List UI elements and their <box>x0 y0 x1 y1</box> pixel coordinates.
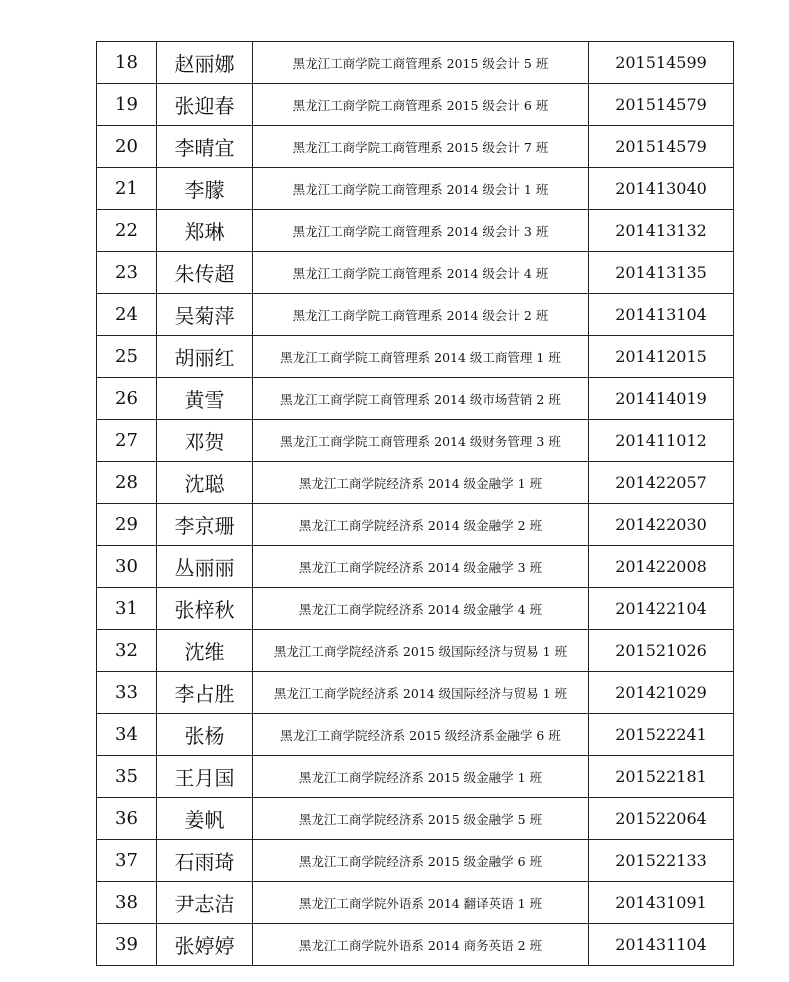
student-name-cell: 张杨 <box>157 714 253 756</box>
table-row <box>97 42 734 84</box>
student-name-cell: 张婷婷 <box>157 924 253 966</box>
table-row <box>97 882 734 924</box>
roster-body <box>97 42 734 966</box>
row-number-cell: 28 <box>97 462 157 504</box>
student-id-cell: 201413135 <box>589 252 734 294</box>
row-number-cell: 27 <box>97 420 157 462</box>
class-info-cell: 黑龙江工商学院外语系 2014 商务英语 2 班 <box>253 924 589 966</box>
class-info-cell: 黑龙江工商学院工商管理系 2015 级会计 7 班 <box>253 126 589 168</box>
class-info-cell: 黑龙江工商学院经济系 2014 级国际经济与贸易 1 班 <box>253 672 589 714</box>
student-name-cell: 郑琳 <box>157 210 253 252</box>
table-row <box>97 378 734 420</box>
table-row <box>97 420 734 462</box>
table-row <box>97 840 734 882</box>
class-info-cell: 黑龙江工商学院工商管理系 2015 级会计 6 班 <box>253 84 589 126</box>
class-info-cell: 黑龙江工商学院经济系 2015 级金融学 1 班 <box>253 756 589 798</box>
row-number-cell: 39 <box>97 924 157 966</box>
student-id-cell: 201514579 <box>589 126 734 168</box>
student-name-cell: 沈维 <box>157 630 253 672</box>
row-number-cell: 36 <box>97 798 157 840</box>
student-name-cell: 李晴宜 <box>157 126 253 168</box>
table-row <box>97 84 734 126</box>
class-info-cell: 黑龙江工商学院经济系 2015 级金融学 5 班 <box>253 798 589 840</box>
student-id-cell: 201412015 <box>589 336 734 378</box>
student-name-cell: 李占胜 <box>157 672 253 714</box>
table-row <box>97 924 734 966</box>
row-number-cell: 33 <box>97 672 157 714</box>
class-info-cell: 黑龙江工商学院工商管理系 2014 级会计 3 班 <box>253 210 589 252</box>
table-row <box>97 756 734 798</box>
table-row <box>97 210 734 252</box>
row-number-cell: 23 <box>97 252 157 294</box>
row-number-cell: 24 <box>97 294 157 336</box>
student-id-cell: 201421029 <box>589 672 734 714</box>
table-row <box>97 294 734 336</box>
student-id-cell: 201522181 <box>589 756 734 798</box>
class-info-cell: 黑龙江工商学院经济系 2014 级金融学 2 班 <box>253 504 589 546</box>
student-name-cell: 赵丽娜 <box>157 42 253 84</box>
student-name-cell: 丛丽丽 <box>157 546 253 588</box>
class-info-cell: 黑龙江工商学院工商管理系 2015 级会计 5 班 <box>253 42 589 84</box>
row-number-cell: 31 <box>97 588 157 630</box>
row-number-cell: 34 <box>97 714 157 756</box>
table-row <box>97 252 734 294</box>
table-row <box>97 168 734 210</box>
class-info-cell: 黑龙江工商学院工商管理系 2014 级会计 1 班 <box>253 168 589 210</box>
student-id-cell: 201422008 <box>589 546 734 588</box>
table-row <box>97 714 734 756</box>
class-info-cell: 黑龙江工商学院经济系 2015 级国际经济与贸易 1 班 <box>253 630 589 672</box>
student-name-cell: 李京珊 <box>157 504 253 546</box>
student-id-cell: 201422104 <box>589 588 734 630</box>
student-name-cell: 黄雪 <box>157 378 253 420</box>
class-info-cell: 黑龙江工商学院工商管理系 2014 级市场营销 2 班 <box>253 378 589 420</box>
student-name-cell: 尹志洁 <box>157 882 253 924</box>
row-number-cell: 35 <box>97 756 157 798</box>
table-row <box>97 336 734 378</box>
row-number-cell: 29 <box>97 504 157 546</box>
row-number-cell: 38 <box>97 882 157 924</box>
student-id-cell: 201431104 <box>589 924 734 966</box>
class-info-cell: 黑龙江工商学院经济系 2014 级金融学 3 班 <box>253 546 589 588</box>
table-row <box>97 672 734 714</box>
class-info-cell: 黑龙江工商学院工商管理系 2014 级工商管理 1 班 <box>253 336 589 378</box>
student-name-cell: 张梓秋 <box>157 588 253 630</box>
row-number-cell: 19 <box>97 84 157 126</box>
table-row <box>97 588 734 630</box>
student-id-cell: 201411012 <box>589 420 734 462</box>
class-info-cell: 黑龙江工商学院工商管理系 2014 级会计 2 班 <box>253 294 589 336</box>
student-name-cell: 朱传超 <box>157 252 253 294</box>
student-id-cell: 201414019 <box>589 378 734 420</box>
student-id-cell: 201413104 <box>589 294 734 336</box>
student-name-cell: 张迎春 <box>157 84 253 126</box>
student-name-cell: 王月国 <box>157 756 253 798</box>
student-name-cell: 邓贺 <box>157 420 253 462</box>
student-id-cell: 201413040 <box>589 168 734 210</box>
table-row <box>97 798 734 840</box>
student-id-cell: 201522133 <box>589 840 734 882</box>
row-number-cell: 32 <box>97 630 157 672</box>
row-number-cell: 18 <box>97 42 157 84</box>
class-info-cell: 黑龙江工商学院工商管理系 2014 级会计 4 班 <box>253 252 589 294</box>
row-number-cell: 20 <box>97 126 157 168</box>
row-number-cell: 25 <box>97 336 157 378</box>
class-info-cell: 黑龙江工商学院经济系 2015 级金融学 6 班 <box>253 840 589 882</box>
student-id-cell: 201514599 <box>589 42 734 84</box>
student-name-cell: 胡丽红 <box>157 336 253 378</box>
class-info-cell: 黑龙江工商学院经济系 2014 级金融学 4 班 <box>253 588 589 630</box>
table-row <box>97 630 734 672</box>
student-id-cell: 201522064 <box>589 798 734 840</box>
student-name-cell: 吴菊萍 <box>157 294 253 336</box>
student-id-cell: 201431091 <box>589 882 734 924</box>
row-number-cell: 21 <box>97 168 157 210</box>
table-row <box>97 546 734 588</box>
student-id-cell: 201521026 <box>589 630 734 672</box>
table-row <box>97 462 734 504</box>
table-row <box>97 504 734 546</box>
student-name-cell: 姜帆 <box>157 798 253 840</box>
class-info-cell: 黑龙江工商学院工商管理系 2014 级财务管理 3 班 <box>253 420 589 462</box>
row-number-cell: 22 <box>97 210 157 252</box>
row-number-cell: 37 <box>97 840 157 882</box>
student-id-cell: 201514579 <box>589 84 734 126</box>
class-info-cell: 黑龙江工商学院经济系 2014 级金融学 1 班 <box>253 462 589 504</box>
class-info-cell: 黑龙江工商学院经济系 2015 级经济系金融学 6 班 <box>253 714 589 756</box>
student-id-cell: 201422030 <box>589 504 734 546</box>
student-roster-table <box>96 41 734 966</box>
student-name-cell: 李朦 <box>157 168 253 210</box>
student-name-cell: 石雨琦 <box>157 840 253 882</box>
student-id-cell: 201422057 <box>589 462 734 504</box>
student-id-cell: 201522241 <box>589 714 734 756</box>
student-id-cell: 201413132 <box>589 210 734 252</box>
row-number-cell: 30 <box>97 546 157 588</box>
row-number-cell: 26 <box>97 378 157 420</box>
student-name-cell: 沈聪 <box>157 462 253 504</box>
class-info-cell: 黑龙江工商学院外语系 2014 翻译英语 1 班 <box>253 882 589 924</box>
table-row <box>97 126 734 168</box>
